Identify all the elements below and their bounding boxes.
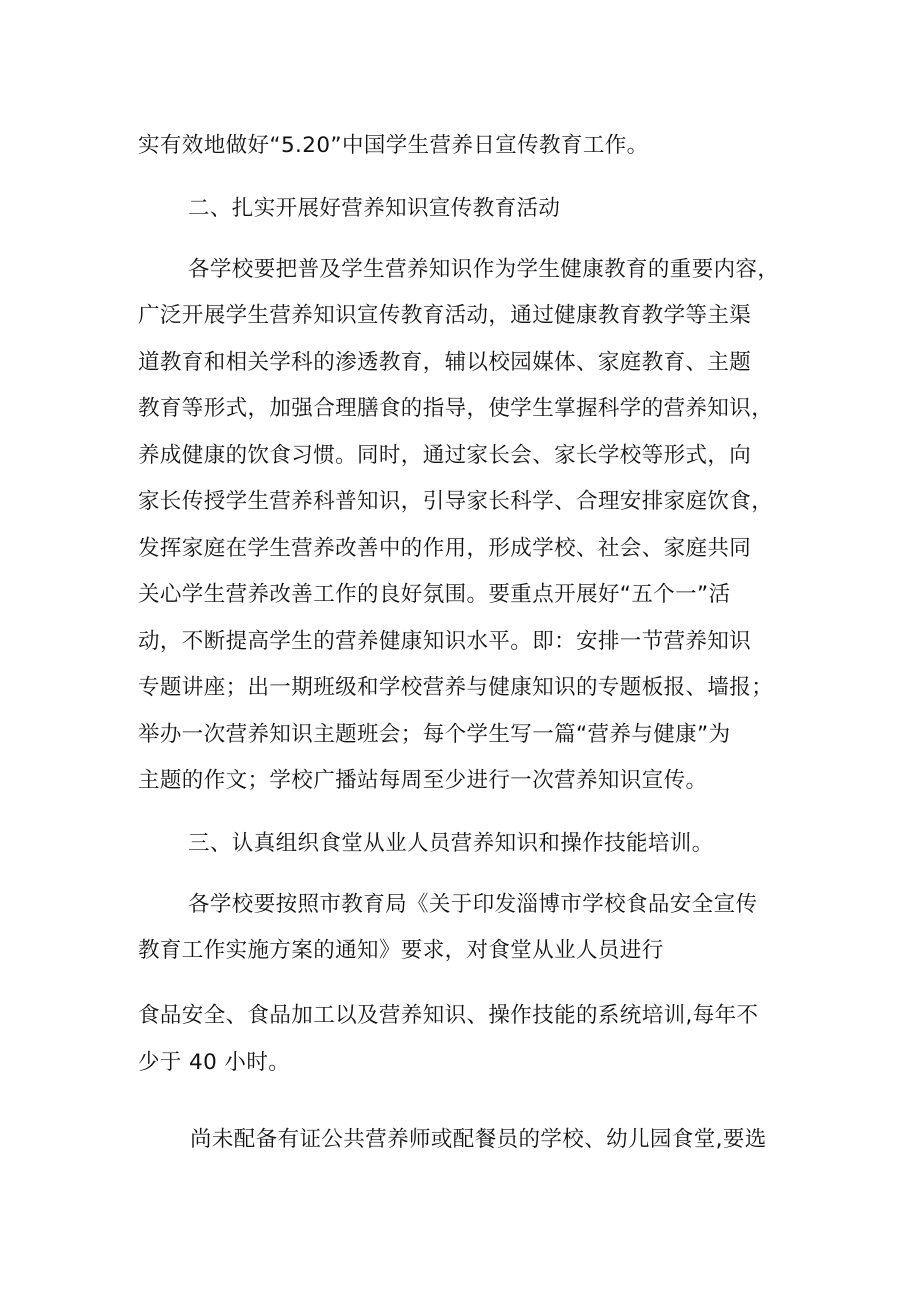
text-line-18: 食品安全、食品加工以及营养知识、操作技能的系统培训,每年不	[138, 1003, 759, 1028]
text-line-12: 专题讲座；出一期班级和学校营养与健康知识的专题板报、墙报；	[138, 675, 774, 700]
text-line-6: 教育等形式，加强合理膳食的指导，使学生掌握科学的营养知识，	[138, 396, 774, 421]
section-heading-3: 三、认真组织食堂从业人员营养知识和操作技能培训。	[188, 831, 714, 856]
text-line-20: 尚未配备有证公共营养师或配餐员的学校、幼儿园食堂,要选	[190, 1127, 767, 1152]
text-line-17: 教育工作实施方案的通知》要求，对食堂从业人员进行	[138, 938, 664, 963]
text-line-13: 举办一次营养知识主题班会；每个学生写一篇“营养与健康”为	[138, 722, 731, 747]
section-heading-2: 二、扎实开展好营养知识宣传教育活动	[188, 196, 561, 221]
text-line-1: 实有效地做好“5.20”中国学生营养日宣传教育工作。	[138, 133, 649, 158]
text-line-16: 各学校要按照市教育局《关于印发淄博市学校食品安全宣传	[188, 892, 758, 917]
text-line-8: 家长传授学生营养科普知识，引导家长科学、合理安排家庭饮食，	[138, 489, 774, 514]
text-line-3: 各学校要把普及学生营养知识作为学生健康教育的重要内容，	[188, 257, 780, 282]
text-line-19: 少于 40 小时。	[138, 1050, 291, 1075]
text-line-11: 动，不断提高学生的营养健康知识水平。即：安排一节营养知识	[138, 629, 752, 654]
text-line-4: 广泛开展学生营养知识宣传教育活动，通过健康教育教学等主渠	[138, 303, 752, 328]
text-line-9: 发挥家庭在学生营养改善中的作用，形成学校、社会、家庭共同	[138, 536, 752, 561]
text-line-14: 主题的作文；学校广播站每周至少进行一次营养知识宣传。	[138, 768, 708, 793]
text-line-10: 关心学生营养改善工作的良好氛围。要重点开展好“五个一”活	[138, 582, 731, 607]
text-line-5: 道教育和相关学科的渗透教育，辅以校园媒体、家庭教育、主题	[138, 350, 752, 375]
text-line-7: 养成健康的饮食习惯。同时，通过家长会、家长学校等形式，向	[138, 443, 752, 468]
